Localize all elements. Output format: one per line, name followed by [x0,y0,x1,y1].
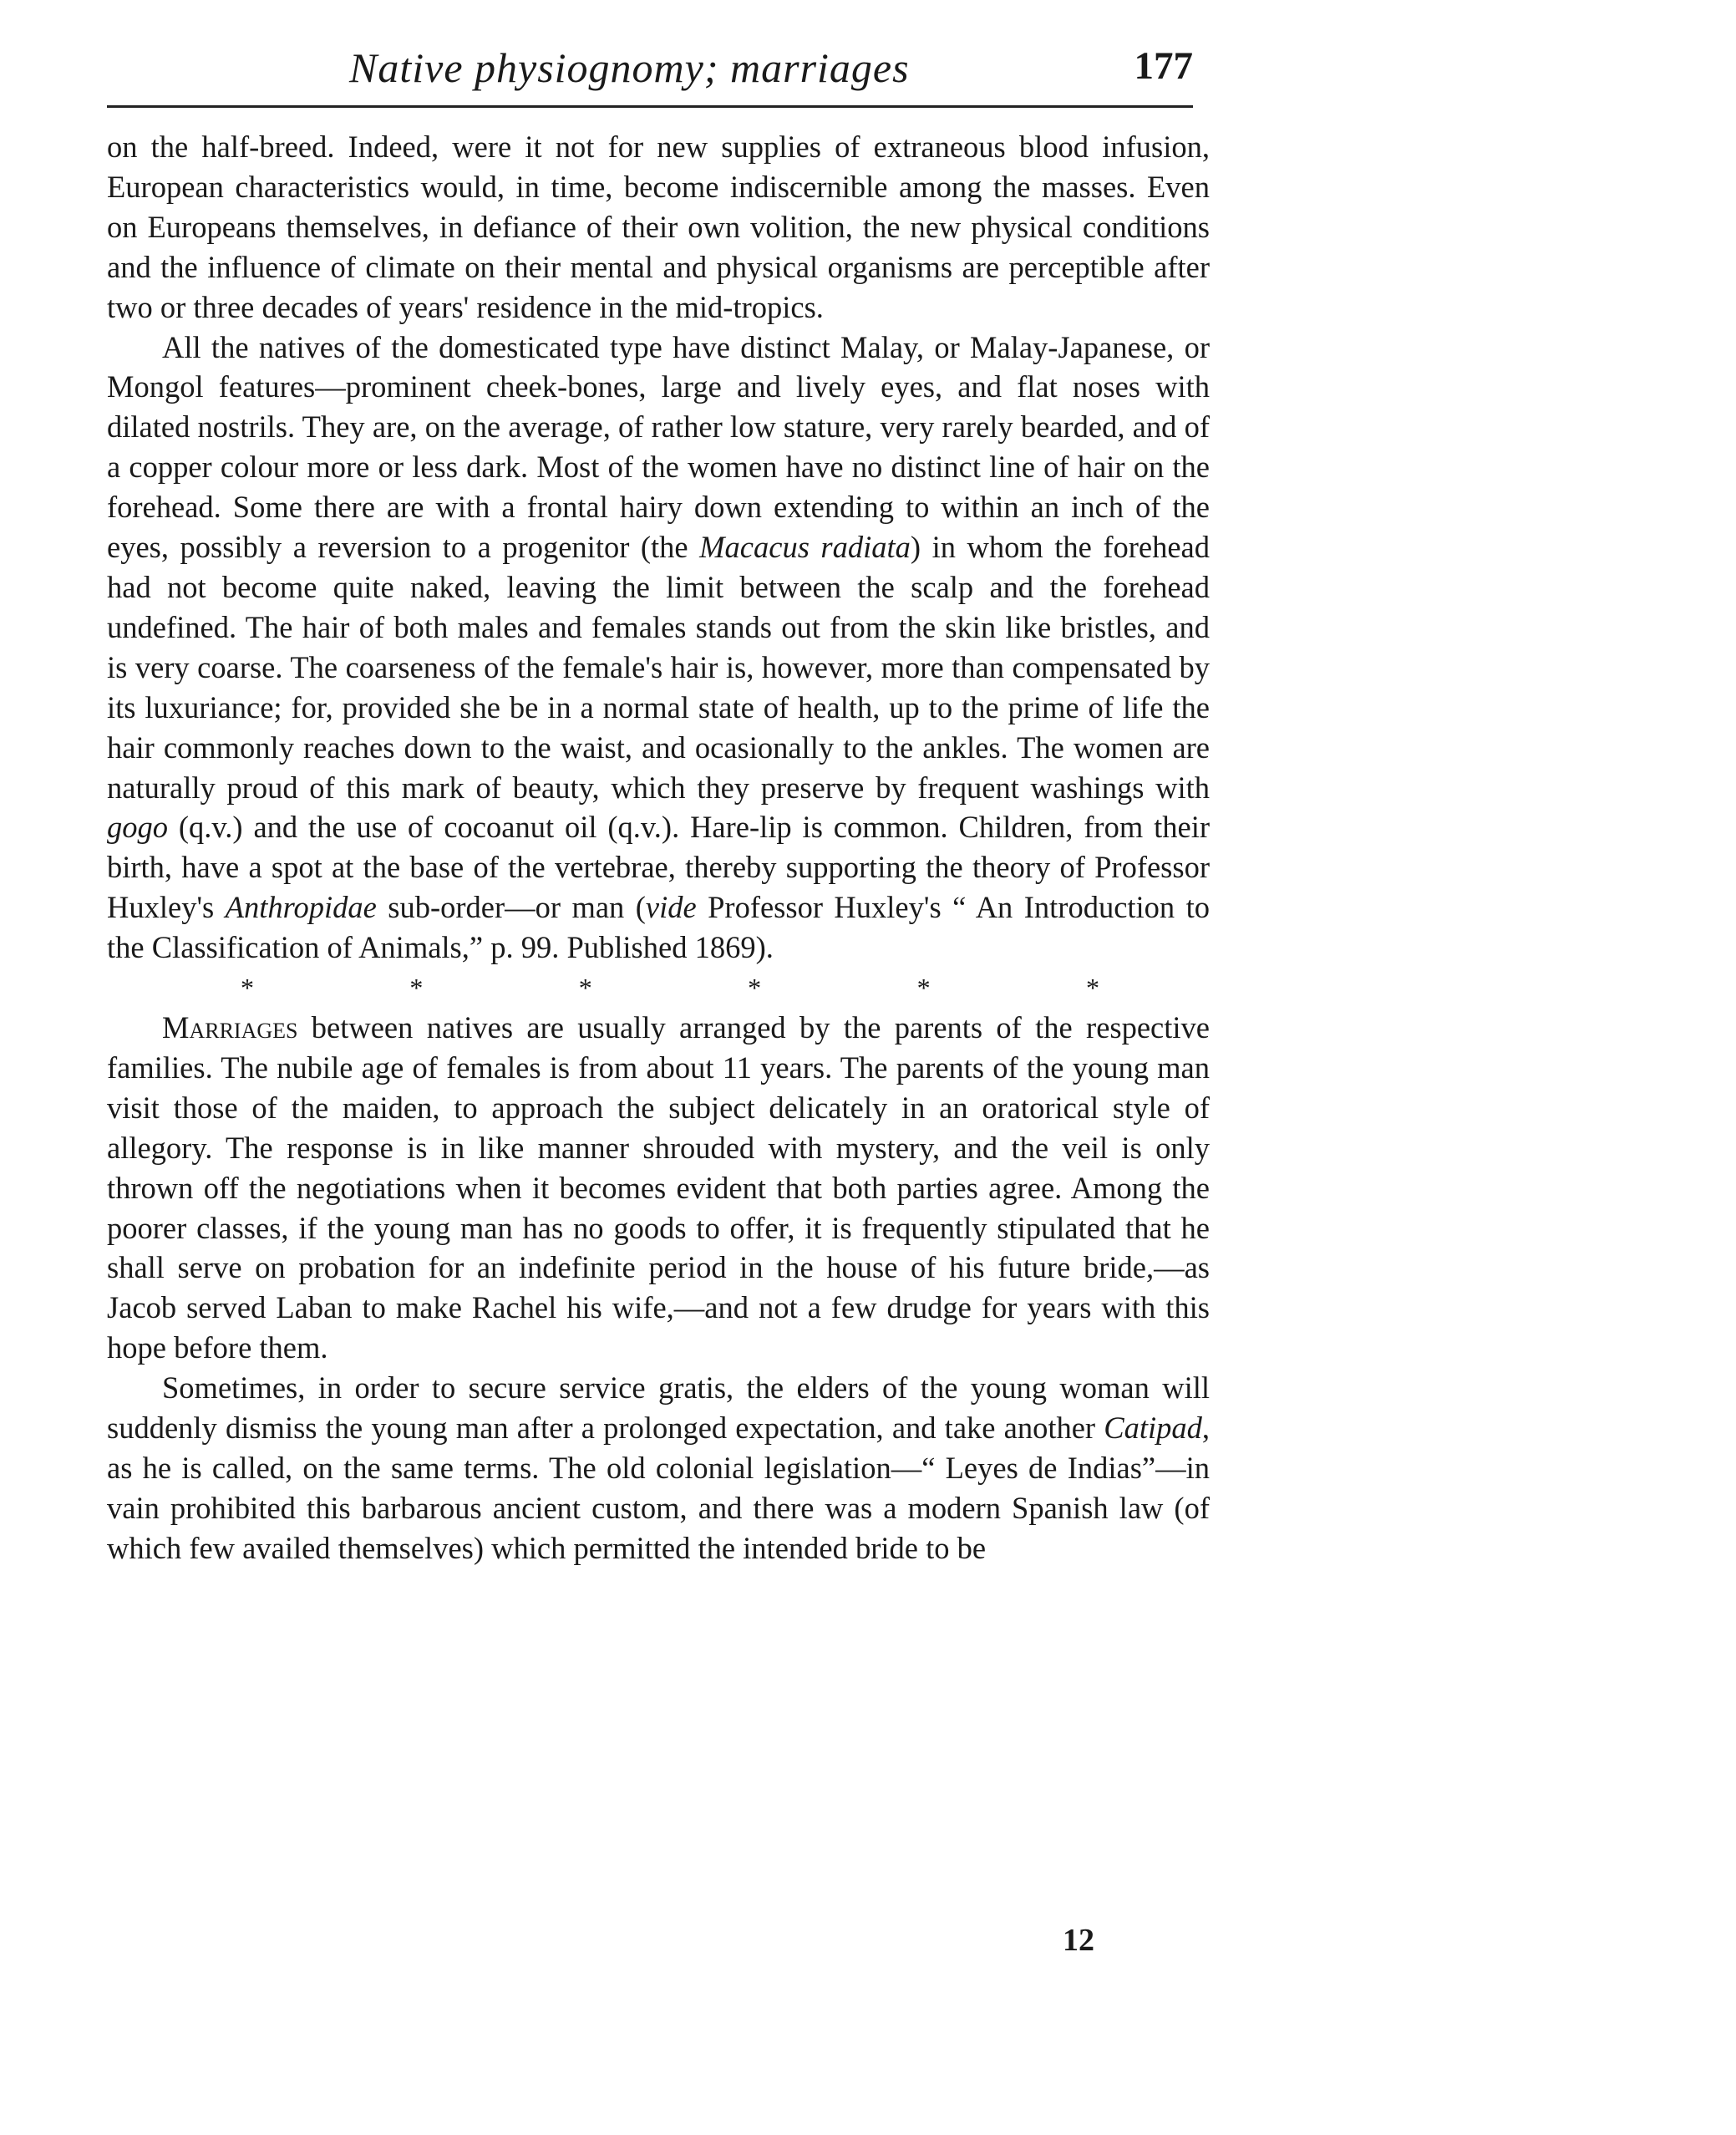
paragraph-4 [107,1368,1210,1568]
marriages-heading: Marriages [162,1010,298,1045]
page-header [107,43,1193,102]
asterisk: * [578,973,592,1004]
signature-mark: 12 [1063,1923,1094,1958]
vide-term: vide [645,890,697,925]
paragraph-4-text-b: , as he is called, on the same terms. The old colonial legislation—“ Leyes de Indias”—in vain prohibited this barbarous ancient custom, and there was a modern Spanish law (of which few availed themselves) which permitted the intended bride to be [107,1411,1210,1565]
paragraph-2 [107,328,1210,968]
paragraph-4-text-a: Sometimes, in order to secure service gratis, the elders of the young woman will suddenly dismiss the young man after a prolonged expectation, and take another [107,1370,1210,1446]
asterisk: * [916,973,931,1004]
paragraph-3 [107,1008,1210,1368]
paragraph-2-text-d: sub-order—or man ( [376,890,646,925]
page-number: 177 [1134,44,1193,88]
species-name: Macacus radiata [699,530,911,565]
catipad-term: Catipad [1104,1411,1202,1446]
body-text [107,127,1210,1568]
anthropidae-term: Anthropidae [225,890,377,925]
paragraph-2-text-c: (q.v.) and the use of cocoanut oil (q.v.). Hare-lip is common. Children, from their birth, have a spot at the base of the vertebrae, thereby supporting the theory of Professor Huxley's [107,810,1210,925]
asterisk: * [1085,973,1099,1004]
asterisk: * [241,973,254,1004]
asterisk: * [409,973,424,1004]
gogo-term: gogo [107,810,168,845]
header-rule [107,105,1193,108]
paragraph-3-text: between natives are usually arranged by the parents of the respective families. The nubile age of females is from about 11 years. The parents of the young man visit those of the maiden, to approach the subject delicately in an oratorical style of allegory. The response is in like manner shrouded with mystery, and the veil is only thrown off the negotiations when it becomes evident that both parties agree. Among the poorer classes, if the young man has no goods to offer, it is frequently stipulated that he shall serve on probation for an indefinite period in the house of his future bride,—as Jacob served Laban to make Rachel his wife,—and not a few drudge for years with this hope before them. [107,1010,1210,1365]
running-title: Native physiognomy; marriages [349,44,910,91]
paragraph-2-text-a: All the natives of the domesticated type have distinct Malay, or Malay-Japanese, or Mongol features—prominent cheek-bones, large and lively eyes, and flat noses with dilated nostrils. They are, on the average, of rather low stature, very rarely bearded, and of a copper colour more or less dark. Most of the women have no distinct line of hair on the forehead. Some there are with a frontal hairy down extending to within an inch of the eyes, possibly a reversion to a progenitor (the [107,329,1210,565]
paragraph-2-text-b: ) in whom the forehead had not become quite naked, leaving the limit between the scalp and the forehead undefined. The hair of both males and females stands out from the skin like bristles, and is very coarse. The coarseness of the female's hair is, however, more than compensated by its luxuriance; for, provided she be in a normal state of health, up to the prime of life the hair commonly reaches down to the waist, and ocasionally to the ankles. The women are naturally proud of this mark of beauty, which they preserve by frequent washings with [107,530,1210,805]
paragraph-2-text-e: Professor Huxley's “ An Introduction to the Classification of Animals,” p. 99. Published 1869). [107,890,1210,965]
section-break [107,968,1210,1008]
paragraph-1: on the half-breed. Indeed, were it not for new supplies of extraneous blood infusion, European characteristics would, in time, become indiscernible among the masses. Even on Europeans themselves, in defiance of their own volition, the new physical conditions and the influence of climate on their mental and physical organisms are perceptible after two or three decades of years' residence in the mid-tropics. [107,130,1210,324]
asterisk: * [748,973,762,1004]
